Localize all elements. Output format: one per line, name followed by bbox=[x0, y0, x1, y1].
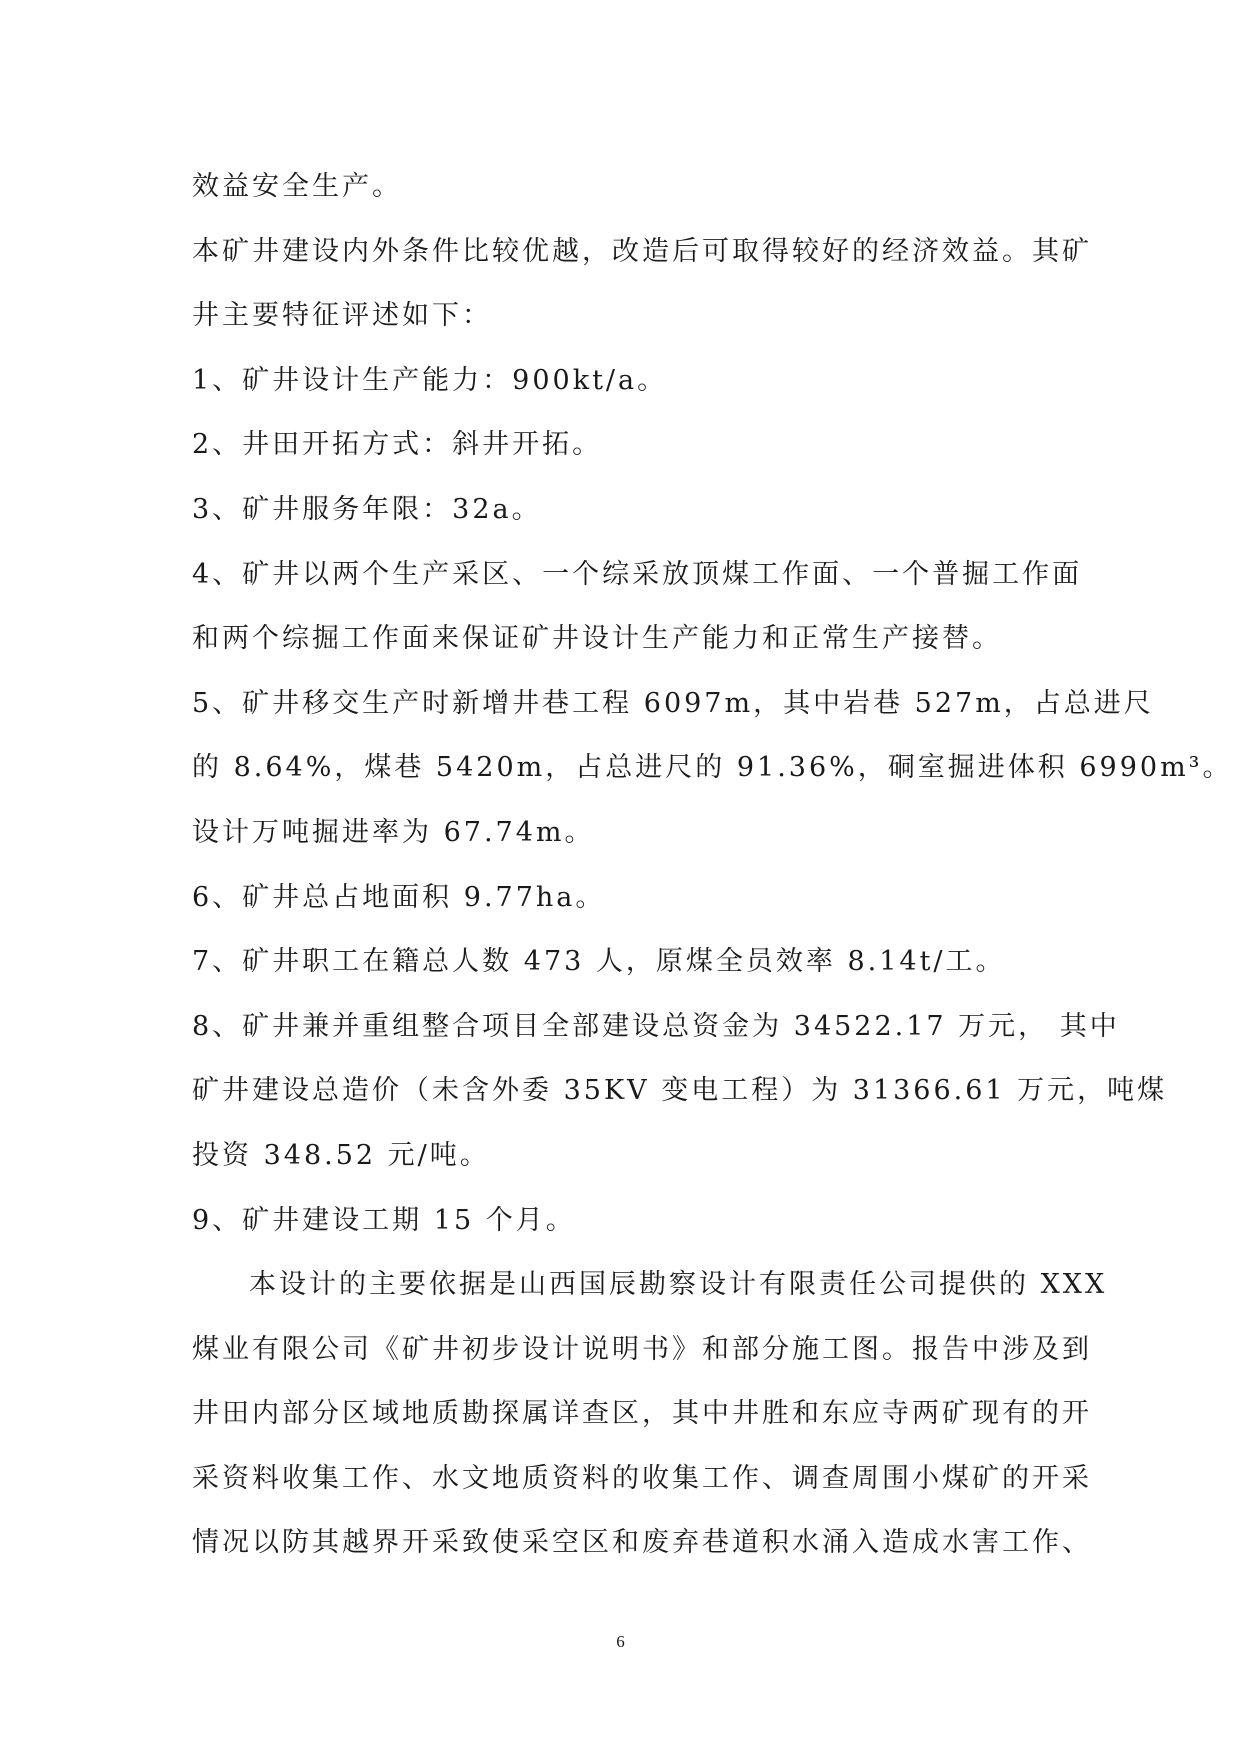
text-line: 井田内部分区域地质勘探属详查区，其中井胜和东应寺两矿现有的开 bbox=[192, 1398, 1092, 1430]
list-item: 2、井田开拓方式：斜井开拓。 bbox=[192, 429, 603, 461]
text-line: 煤业有限公司《矿井初步设计说明书》和部分施工图。报告中涉及到 bbox=[192, 1333, 1092, 1365]
text-line: 本矿井建设内外条件比较优越，改造后可取得较好的经济效益。其矿 bbox=[192, 235, 1092, 267]
text-line: 矿井建设总造价（未含外委 35KV 变电工程）为 31366.61 万元，吨煤 bbox=[192, 1075, 1168, 1107]
text-line: 的 8.64%，煤巷 5420m，占总进尺的 91.36%，硐室掘进体积 6990m³。 bbox=[192, 752, 1233, 784]
paragraph-first-line: 本设计的主要依据是山西国辰勘察设计有限责任公司提供的 XXX bbox=[249, 1269, 1108, 1301]
list-item: 1、矿井设计生产能力：900kt/a。 bbox=[192, 364, 668, 396]
text-line: 投资 348.52 元/吨。 bbox=[192, 1139, 490, 1171]
list-item: 6、矿井总占地面积 9.77ha。 bbox=[192, 881, 606, 913]
text-line: 和两个综掘工作面来保证矿井设计生产能力和正常生产接替。 bbox=[192, 623, 1002, 655]
text-line: 井主要特征评述如下： bbox=[192, 300, 492, 332]
list-item: 7、矿井职工在籍总人数 473 人，原煤全员效率 8.14t/工。 bbox=[192, 946, 1006, 978]
list-item: 9、矿井建设工期 15 个月。 bbox=[192, 1204, 576, 1236]
list-item: 8、矿井兼并重组整合项目全部建设总资金为 34522.17 万元， 其中 bbox=[192, 1010, 1120, 1042]
page-number: 6 bbox=[616, 1632, 625, 1651]
text-line: 效益安全生产。 bbox=[192, 171, 402, 202]
list-item: 3、矿井服务年限：32a。 bbox=[192, 493, 542, 525]
list-item: 5、矿井移交生产时新增井巷工程 6097m，其中岩巷 527m，占总进尺 bbox=[192, 687, 1154, 719]
list-item: 4、矿井以两个生产采区、一个综采放顶煤工作面、一个普掘工作面 bbox=[192, 558, 1083, 590]
document-body bbox=[192, 155, 1233, 1576]
text-line: 设计万吨掘进率为 67.74m。 bbox=[192, 816, 595, 848]
text-line: 情况以防其越界开采致使采空区和废弃巷道积水涌入造成水害工作、 bbox=[192, 1527, 1092, 1559]
text-line: 采资料收集工作、水文地质资料的收集工作、调查周围小煤矿的开采 bbox=[192, 1462, 1092, 1494]
